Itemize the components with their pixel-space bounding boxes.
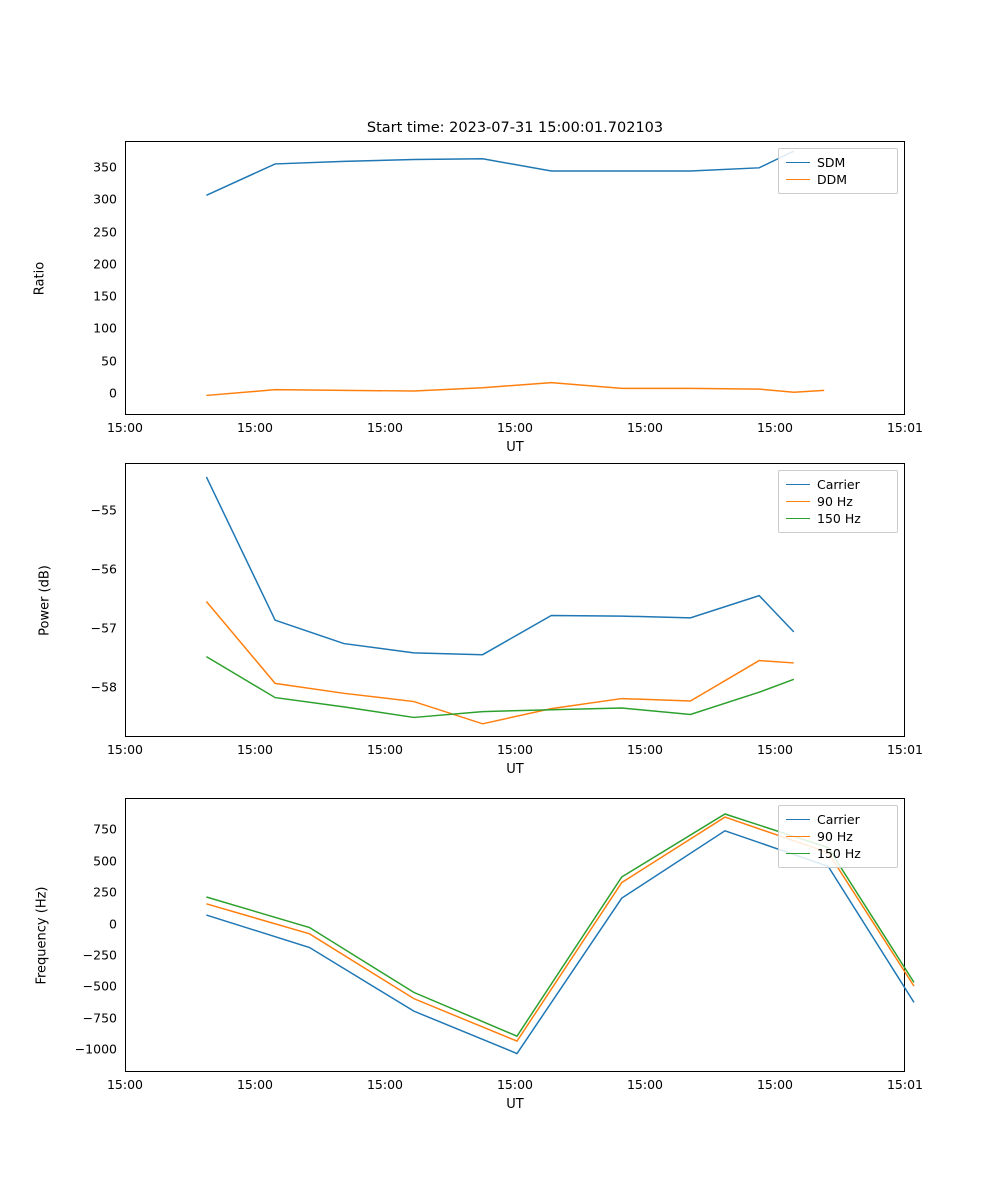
legend-label-150hz: 150 Hz	[817, 511, 861, 526]
xtick-freq-2: 15:00	[366, 1077, 404, 1092]
ratio-panel	[0, 120, 1000, 455]
legend-label-carrier: Carrier	[817, 477, 860, 492]
ytick-ratio-250: 250	[93, 224, 117, 239]
ytick-ratio-350: 350	[93, 159, 117, 175]
ytick-power-m56: −56	[90, 561, 117, 577]
frequency-panel	[0, 790, 1000, 1130]
xtick-power-0: 15:00	[106, 742, 144, 757]
power-panel	[0, 455, 1000, 785]
ytick-power-m57: −57	[90, 620, 117, 636]
xtick-freq-5: 15:00	[756, 1077, 794, 1092]
ytick-ratio-300: 300	[93, 191, 117, 207]
legend-label-carrier: Carrier	[817, 812, 860, 827]
legend-label-sdm: SDM	[817, 155, 846, 170]
legend-swatch-ddm	[786, 179, 810, 180]
legend-swatch-carrier	[786, 484, 810, 485]
ytick-freq-250: 250	[93, 884, 117, 900]
legend-swatch-90hz	[786, 501, 810, 502]
xtick-freq-1: 15:00	[236, 1077, 274, 1092]
frequency-xlabel: UT	[506, 1097, 524, 1112]
ytick-power-m55: −55	[90, 502, 117, 518]
ytick-freq-750: 750	[93, 821, 117, 837]
legend-label-150hz: 150 Hz	[817, 846, 861, 861]
legend-label-ddm: DDM	[817, 172, 848, 187]
xtick-power-3: 15:00	[496, 742, 534, 757]
ytick-freq-0: 0	[109, 916, 117, 932]
ytick-freq-m500: −500	[82, 978, 117, 994]
legend-label-90hz: 90 Hz	[817, 829, 853, 844]
power-legend	[778, 470, 898, 533]
figure-title: Start time: 2023-07-31 15:00:01.702103	[366, 120, 664, 136]
legend-swatch-150hz	[786, 853, 810, 854]
xtick-ratio-6: 15:01	[886, 420, 924, 435]
legend-item-carrier	[786, 811, 890, 828]
xtick-power-4: 15:00	[626, 742, 664, 757]
legend-item-ddm	[786, 171, 890, 188]
power-xlabel: UT	[506, 762, 524, 777]
legend-item-150hz	[786, 845, 890, 862]
ytick-ratio-100: 100	[93, 320, 117, 336]
xtick-freq-4: 15:00	[626, 1077, 664, 1092]
ytick-ratio-150: 150	[93, 288, 117, 304]
ytick-power-m58: −58	[90, 679, 117, 695]
xtick-ratio-1: 15:00	[236, 420, 274, 435]
ytick-ratio-50: 50	[101, 353, 117, 368]
xtick-ratio-3: 15:00	[496, 420, 534, 435]
ytick-ratio-200: 200	[93, 256, 117, 272]
xtick-power-1: 15:00	[236, 742, 274, 757]
ratio-axes	[125, 141, 905, 415]
xtick-ratio-0: 15:00	[106, 420, 144, 435]
legend-swatch-90hz	[786, 836, 810, 837]
xtick-power-5: 15:00	[756, 742, 794, 757]
xtick-power-6: 15:01	[886, 742, 924, 757]
ytick-freq-m1000: −1000	[74, 1041, 117, 1057]
legend-swatch-150hz	[786, 518, 810, 519]
power-ylabel: Power (dB)	[37, 565, 53, 636]
legend-item-90hz	[786, 493, 890, 510]
frequency-legend	[778, 805, 898, 868]
power-axes	[125, 463, 905, 737]
xtick-ratio-2: 15:00	[366, 420, 404, 435]
legend-item-90hz	[786, 828, 890, 845]
series-line-carrier	[206, 477, 793, 655]
legend-item-sdm	[786, 154, 890, 171]
series-line-150hz	[206, 657, 793, 718]
series-line-sdm	[206, 151, 793, 195]
series-line-90hz	[206, 601, 793, 723]
ytick-freq-500: 500	[93, 853, 117, 869]
ratio-xlabel: UT	[506, 440, 524, 455]
xtick-freq-0: 15:00	[106, 1077, 144, 1092]
legend-item-150hz	[786, 510, 890, 527]
legend-label-90hz: 90 Hz	[817, 494, 853, 509]
xtick-power-2: 15:00	[366, 742, 404, 757]
xtick-ratio-5: 15:00	[756, 420, 794, 435]
series-line-ddm	[206, 383, 824, 396]
frequency-ylabel: Frequency (Hz)	[34, 886, 50, 985]
legend-swatch-sdm	[786, 162, 810, 163]
ratio-ylabel: Ratio	[32, 261, 48, 296]
ytick-freq-m750: −750	[82, 1010, 117, 1026]
legend-swatch-carrier	[786, 819, 810, 820]
frequency-axes	[125, 798, 905, 1072]
legend-item-carrier	[786, 476, 890, 493]
ytick-freq-m250: −250	[82, 947, 117, 963]
xtick-freq-3: 15:00	[496, 1077, 534, 1092]
xtick-freq-6: 15:01	[886, 1077, 924, 1092]
xtick-ratio-4: 15:00	[626, 420, 664, 435]
ytick-ratio-0: 0	[109, 385, 117, 401]
ratio-legend	[778, 148, 898, 194]
